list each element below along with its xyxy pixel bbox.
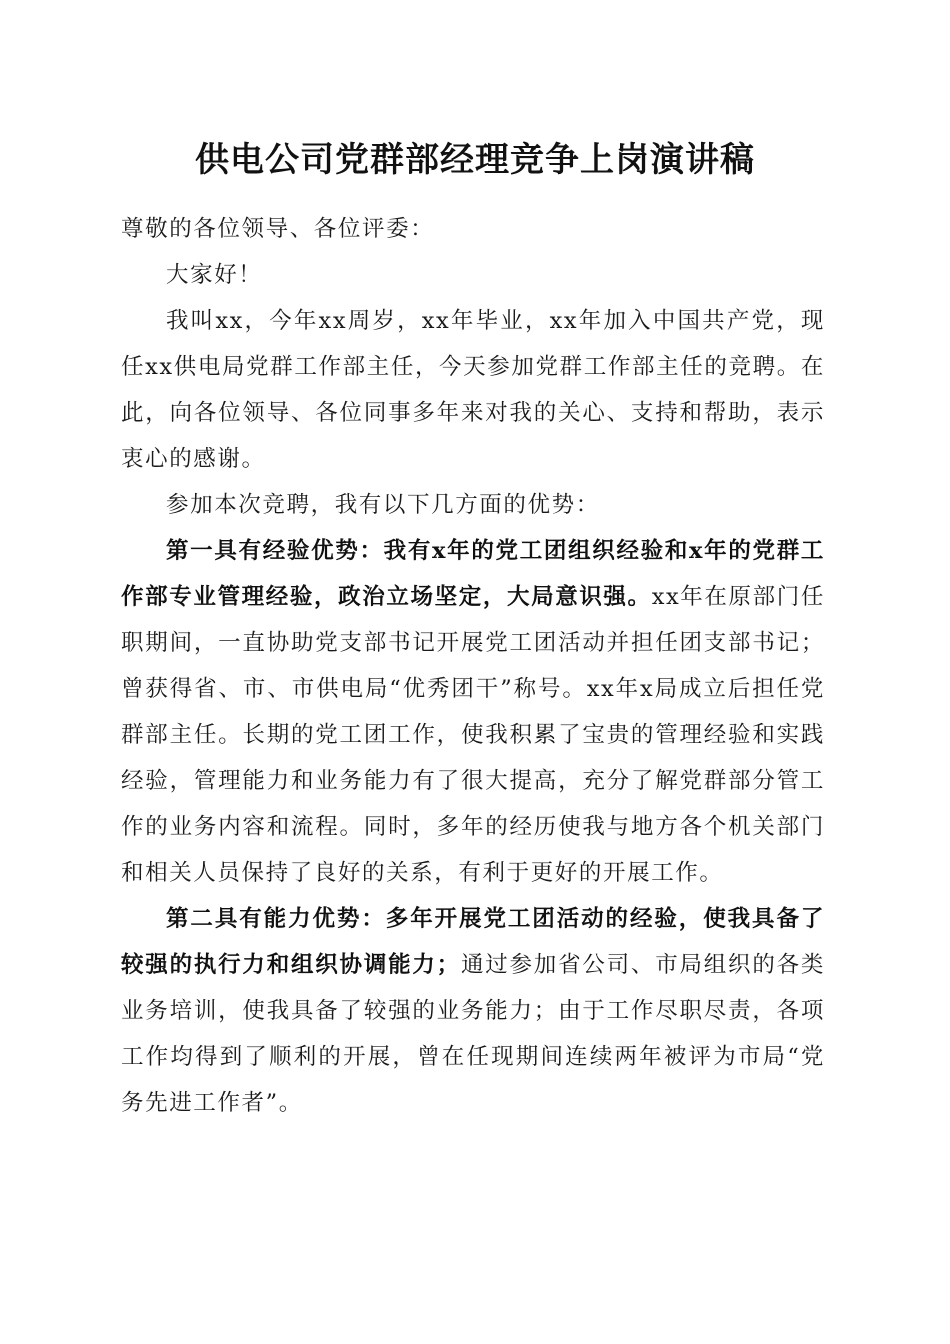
experience-paragraph xyxy=(121,528,825,896)
greeting: 大家好！ xyxy=(166,262,263,288)
experience-lead: 第一具有经验优势：我有x年的党工团组织经验和x年的党群工作部专业管理经验，政治立场坚定，大局意识强。 xyxy=(121,538,825,610)
ability-lead: 第二具有能力优势：多年开展党工团活动的经验，使我具备了较强的执行力和组织协调能力； xyxy=(121,906,825,978)
advantages-intro-paragraph: 参加本次竞聘，我有以下几方面的优势： xyxy=(166,492,600,518)
salutation: 尊敬的各位领导、各位评委： xyxy=(121,216,435,242)
document-title: 供电公司党群部经理竞争上岗演讲稿 xyxy=(195,140,755,180)
document-body xyxy=(121,206,825,1126)
intro-paragraph: 我叫xx，今年xx周岁，xx年毕业，xx年加入中国共产党，现任xx供电局党群工作部主任，今天参加党群工作部主任的竞聘。在此，向各位领导、各位同事多年来对我的关心、支持和帮助，表示衷心的感谢。 xyxy=(121,308,825,472)
ability-paragraph xyxy=(121,896,825,1126)
ability-text: 通过参加省公司、市局组织的各类业务培训，使我具备了较强的业务能力；由于工作尽职尽责，各项工作均得到了顺利的开展，曾在任现期间连续两年被评为市局“党务先进工作者”。 xyxy=(121,952,825,1116)
experience-text: xx年在原部门任职期间，一直协助党支部书记开展党工团活动并担任团支部书记；曾获得省、市、市供电局“优秀团干”称号。xx年x局成立后担任党群部主任。长期的党工团工作，使我积累了宝贵的管理经验和实践经验，管理能力和业务能力有了很大提高，充分了解党群部分管工作的业务内容和流程。同时，多年的经历使我与地方各个机关部门和相关人员保持了良好的关系，有利于更好的开展工作。 xyxy=(121,584,825,886)
